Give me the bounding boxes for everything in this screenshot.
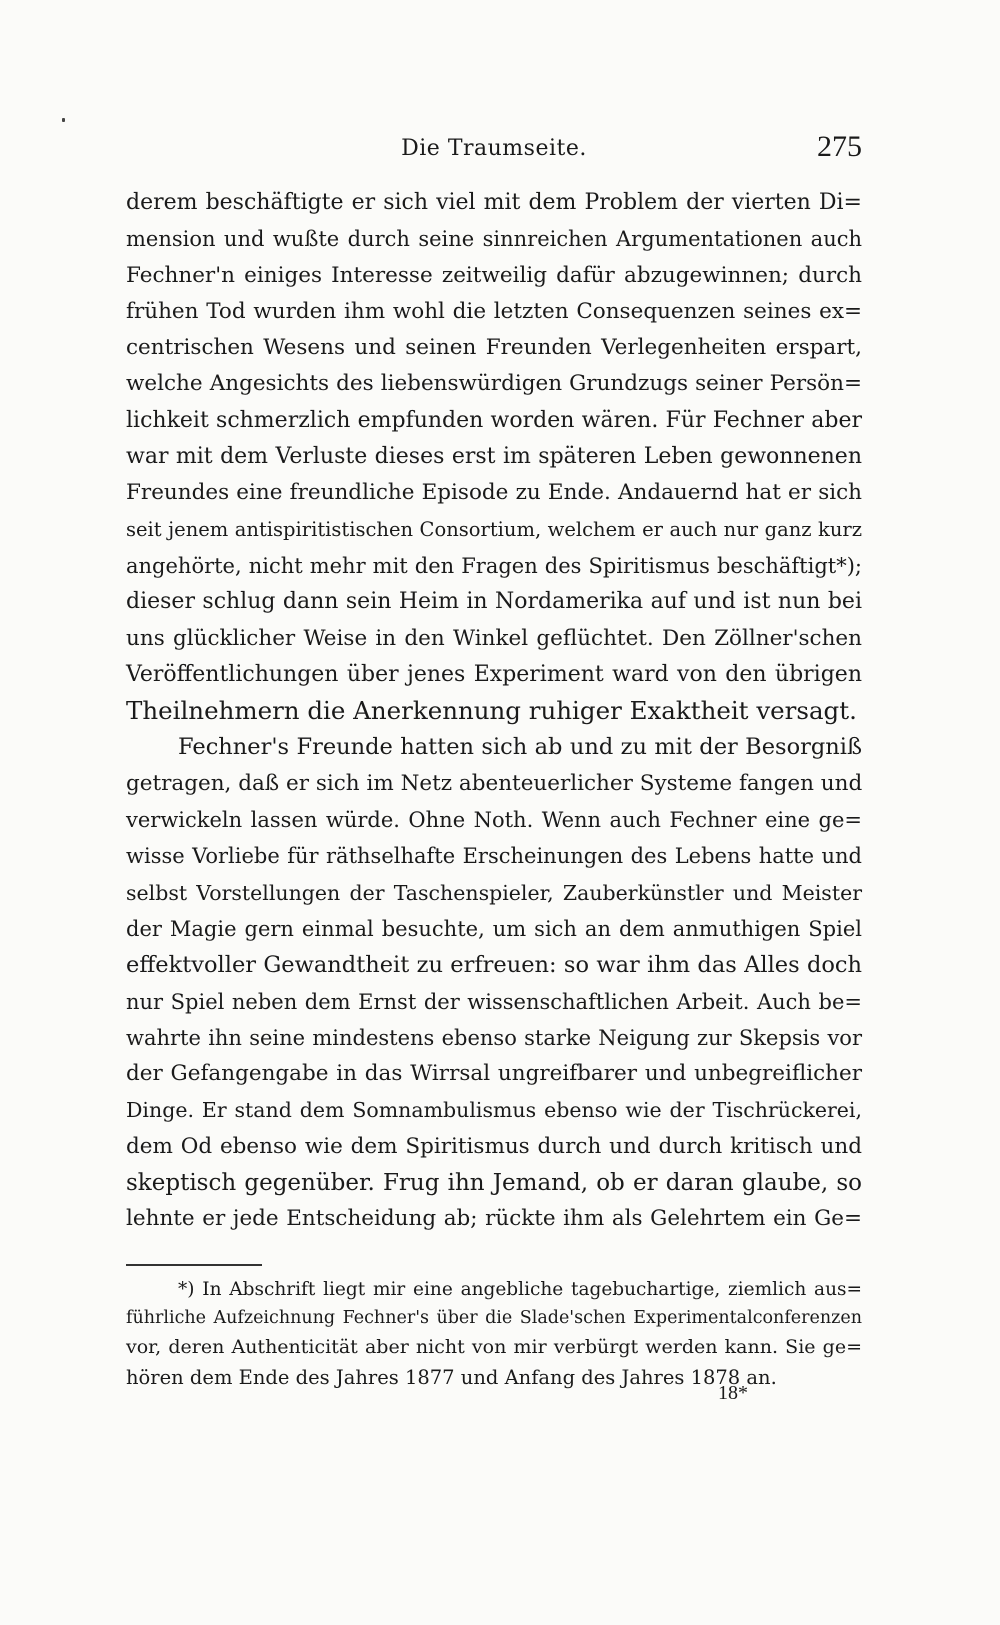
text-line: selbst Vorstellungen der Taschenspieler, Zauberkünstler und Meister [126,880,862,905]
text-line: mension und wußte durch seine sinnreichen Argumentationen auch [126,227,862,252]
text-line: Veröffentlichungen über jenes Experiment ward von den übrigen [126,661,862,687]
signature-mark: 18* [718,1382,748,1404]
text-line: dem Od ebenso wie dem Spiritismus durch und durch kritisch und [126,1133,862,1159]
text-line: Dinge. Er stand dem Somnambulismus ebenso wie der Tischrückerei, [126,1098,862,1123]
text-line: effektvoller Gewandtheit zu erfreuen: so war ihm das Alles doch [126,952,862,979]
ink-speck [62,118,65,122]
text-line: wahrte ihn seine mindestens ebenso starke Neigung zur Skepsis vor [126,1025,862,1050]
text-line: nur Spiel neben dem Ernst der wissenschaftlichen Arbeit. Auch be= [126,989,862,1014]
text-line: war mit dem Verluste dieses erst im späteren Leben gewonnenen [126,444,862,470]
text-line: getragen, daß er sich im Netz abenteuerlicher Systeme fangen und [126,770,863,796]
text-line: centrischen Wesens und seinen Freunden Verlegenheiten erspart, [126,335,862,361]
text-line: angehörte, nicht mehr mit den Fragen des Spiritismus beschäftigt*); [126,553,862,578]
text-line: Fechner'n einiges Interesse zeitweilig dafür abzugewinnen; durch [126,262,862,288]
page-header [126,130,862,170]
text-line: uns glücklicher Weise in den Winkel geflüchtet. Den Zöllner'schen [126,625,862,651]
text-line: derem beschäftigte er sich viel mit dem Problem der vierten Di= [126,190,862,215]
footnote-rule [126,1264,262,1266]
page-number: 275 [817,130,862,163]
text-line: dieser schlug dann sein Heim in Nordamerika auf und ist nun bei [126,589,862,615]
text-line: Freundes eine freundliche Episode zu Ende. Andauernd hat er sich [126,480,862,506]
text-line: lichkeit schmerzlich empfunden worden wären. Für Fechner aber [126,407,862,433]
text-line: verwickeln lassen würde. Ohne Noth. Wenn auch Fechner eine ge= [126,808,862,833]
footnote [126,1275,862,1392]
paragraph-end-line: Theilnehmern die Anerkennung ruhiger Exaktheit versagt. [126,696,857,726]
paragraph-start-line: Fechner's Freunde hatten sich ab und zu mit der Besorgniß [178,734,862,761]
running-head: Die Traumseite. [401,136,587,161]
text-line: der Gefangengabe in das Wirrsal ungreifbarer und unbegreiflicher [126,1061,862,1087]
text-line: lehnte er jede Entscheidung ab; rückte ihm als Gelehrtem ein Ge= [126,1206,862,1232]
text-line: welche Angesichts des liebenswürdigen Grundzugs seiner Persön= [126,371,862,397]
text-line: frühen Tod wurden ihm wohl die letzten Consequenzen seines ex= [126,298,862,324]
text-line: der Magie gern einmal besuchte, um sich an dem anmuthigen Spiel [126,916,862,941]
text-line: seit jenem antispiritistischen Consortium, welchem er auch nur ganz kurz [126,517,862,541]
footnote-line: führliche Aufzeichnung Fechner's über die Slade'schen Experimentalconferenzen [126,1308,862,1329]
body-text [126,185,862,1238]
footnote-line: vor, deren Authenticität aber nicht von mir verbürgt werden kann. Sie ge= [126,1336,862,1359]
footnote-line: hören dem Ende des Jahres 1877 und Anfang des Jahres 1878 an. [126,1365,777,1389]
footnote-line: *) In Abschrift liegt mir eine angebliche tagebuchartige, ziemlich aus= [178,1279,862,1300]
text-line: wisse Vorliebe für räthselhafte Erscheinungen des Lebens hatte und [126,844,862,869]
text-line: skeptisch gegenüber. Frug ihn Jemand, ob er daran glaube, so [126,1170,862,1197]
